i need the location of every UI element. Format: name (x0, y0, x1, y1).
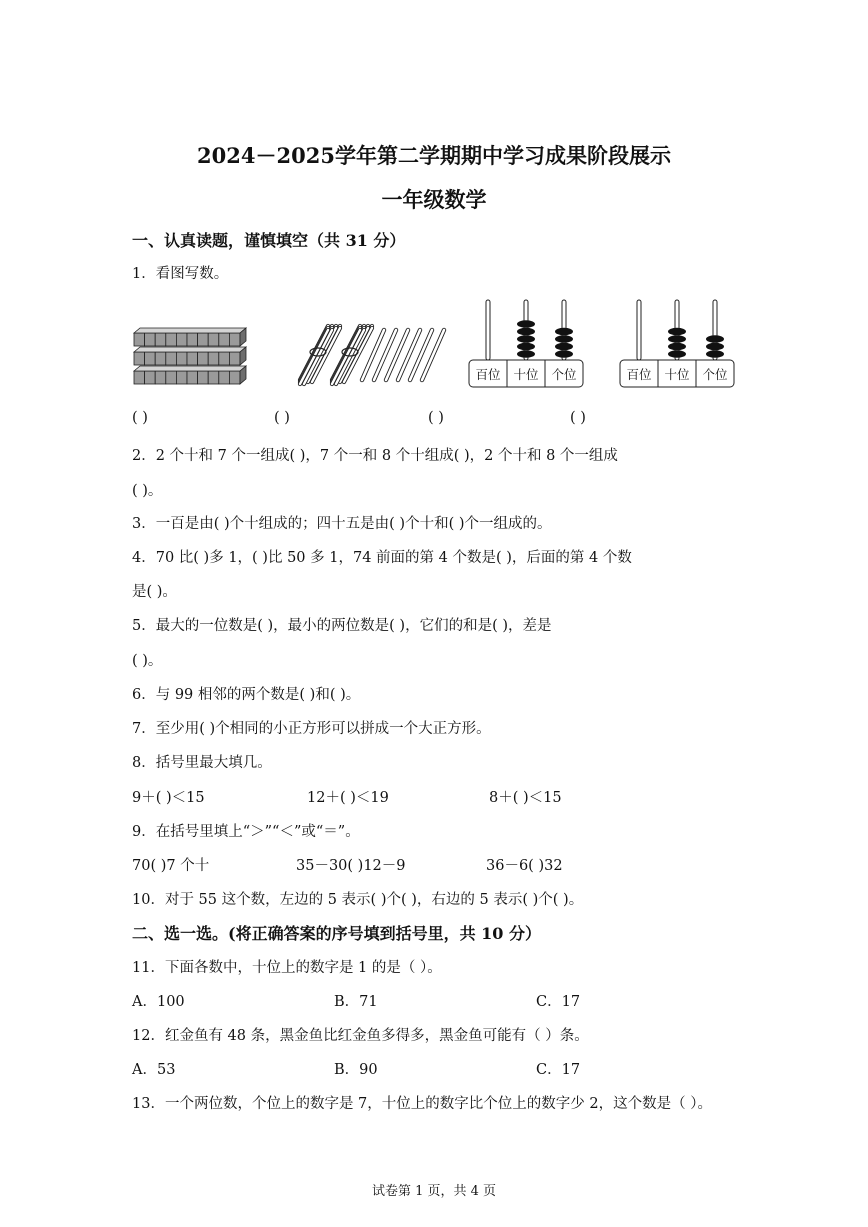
question-4-line-2: 是( )。 (132, 584, 177, 600)
question-13: 13．一个两位数，个位上的数字是 7，十位上的数字比个位上的数字少 2，这个数是（ ）。 (132, 1096, 712, 1112)
q12-option-a: A．53 (132, 1062, 176, 1078)
q8-item-2: 12＋( )＜19 (307, 790, 389, 806)
stick-bundles-figure (300, 326, 444, 384)
abacus-bead (555, 328, 573, 336)
q8-item-1: 9＋( )＜15 (132, 790, 205, 806)
abacus-bead (668, 343, 686, 351)
abacus-2-tens-label: 十位 (664, 367, 690, 382)
cube (155, 371, 166, 384)
question-1: 1．看图写数。 (132, 266, 229, 282)
abacus-bead (668, 335, 686, 343)
abacus-1-ones-label: 个位 (551, 367, 577, 382)
question-4-line-1: 4．70 比( )多 1，( )比 50 多 1，74 前面的第 4 个数是( )，后面的第 4 个数 (132, 550, 632, 566)
abacus-bead (668, 328, 686, 336)
single-stick-fill (398, 330, 420, 380)
cube (187, 333, 198, 346)
q9-item-3: 36－6( )32 (486, 858, 563, 874)
cube (198, 371, 209, 384)
cube (219, 352, 230, 365)
q11-option-a: A．100 (132, 994, 185, 1010)
cube (176, 352, 187, 365)
single-stick-fill (374, 330, 396, 380)
cube (145, 371, 156, 384)
cube (187, 371, 198, 384)
single-stick-fill (386, 330, 408, 380)
abacus-bead (555, 343, 573, 351)
question-12: 12．红金鱼有 48 条，黑金鱼比红金鱼多得多，黑金鱼可能有（ ）条。 (132, 1028, 589, 1044)
page-subtitle: 一年级数学 (381, 187, 487, 212)
page-footer: 试卷第 1 页，共 4 页 (371, 1184, 497, 1199)
cube (155, 333, 166, 346)
q1-answer-blank-4[interactable]: ( ) (570, 410, 586, 426)
q9-item-1: 70( )7 个十 (132, 858, 210, 874)
question-9: 9．在括号里填上“＞”“＜”或“＝”。 (132, 824, 360, 840)
cube (166, 352, 177, 365)
question-10: 10．对于 55 这个数，左边的 5 表示( )个( )，右边的 5 表示( )个( )。 (132, 892, 584, 908)
question-6: 6．与 99 相邻的两个数是( )和( )。 (132, 687, 361, 703)
question-7: 7．至少用( )个相同的小正方形可以拼成一个大正方形。 (132, 721, 491, 737)
question-2-line-2: ( )。 (132, 483, 163, 499)
cube (208, 352, 219, 365)
single-stick-fill (410, 330, 432, 380)
question-5-line-1: 5．最大的一位数是( )，最小的两位数是( )，它们的和是( )，差是 (132, 618, 552, 634)
abacus-rod (486, 300, 490, 360)
cube (166, 371, 177, 384)
abacus-rod (637, 300, 641, 360)
abacus-bead (706, 335, 724, 343)
single-stick-fill (422, 330, 444, 380)
cube (208, 333, 219, 346)
cube (219, 371, 230, 384)
cube (187, 352, 198, 365)
cube (166, 333, 177, 346)
abacus-1-hundreds-label: 百位 (475, 367, 501, 382)
abacus-2-hundreds-label: 百位 (626, 367, 652, 382)
q1-answer-blank-3[interactable]: ( ) (428, 410, 444, 426)
cube (198, 333, 209, 346)
question-2-line-1: 2．2 个十和 7 个一组成( )，7 个一和 8 个十组成( )，2 个十和 8 个一组成 (132, 448, 618, 464)
stick-fill (336, 330, 364, 384)
cube (145, 352, 156, 365)
page-title: 2024－2025学年第二学期期中学习成果阶段展示 (197, 143, 671, 168)
cube (198, 352, 209, 365)
cube (208, 371, 219, 384)
abacus-1-tens-label: 十位 (513, 367, 539, 382)
cube (229, 352, 240, 365)
stick-fill (304, 330, 332, 384)
abacus-2-ones-label: 个位 (702, 367, 728, 382)
abacus-bead (706, 343, 724, 351)
cube (176, 333, 187, 346)
question-11: 11．下面各数中，十位上的数字是 1 的是（ ）。 (132, 960, 442, 976)
cube (229, 333, 240, 346)
question-5-line-2: ( )。 (132, 653, 163, 669)
question-8: 8．括号里最大填几。 (132, 755, 272, 771)
q1-answer-blank-1[interactable]: ( ) (132, 410, 148, 426)
cube-rod-top (134, 328, 246, 333)
abacus-bead (517, 335, 535, 343)
q8-item-3: 8＋( )＜15 (489, 790, 562, 806)
cube (134, 371, 145, 384)
section-1-heading: 一、认真读题，谨慎填空（共 31 分） (132, 231, 406, 250)
cube (134, 352, 145, 365)
abacus-bead (555, 335, 573, 343)
abacus-bead (517, 350, 535, 358)
abacus-bead (555, 350, 573, 358)
section-2-heading: 二、选一选。(将正确答案的序号填到括号里，共 10 分） (132, 924, 541, 943)
abacus-bead (517, 328, 535, 336)
abacus-bead (517, 320, 535, 328)
cube (176, 371, 187, 384)
cube-rod-top (134, 366, 246, 371)
cube-rods-figure (134, 328, 246, 384)
cube-rod-top (134, 347, 246, 352)
q12-option-b: B．90 (334, 1062, 378, 1078)
cube (145, 333, 156, 346)
question-3: 3．一百是由( )个十组成的；四十五是由( )个十和( )个一组成的。 (132, 516, 552, 532)
q1-answer-blank-2[interactable]: ( ) (274, 410, 290, 426)
cube (155, 352, 166, 365)
q11-option-c: C．17 (536, 994, 581, 1010)
cube (134, 333, 145, 346)
q12-option-c: C．17 (536, 1062, 581, 1078)
cube (229, 371, 240, 384)
abacus-bead (668, 350, 686, 358)
cube (219, 333, 230, 346)
q9-item-2: 35－30( )12－9 (296, 858, 406, 874)
abacus-bead (706, 350, 724, 358)
q11-option-b: B．71 (334, 994, 378, 1010)
abacus-bead (517, 343, 535, 351)
